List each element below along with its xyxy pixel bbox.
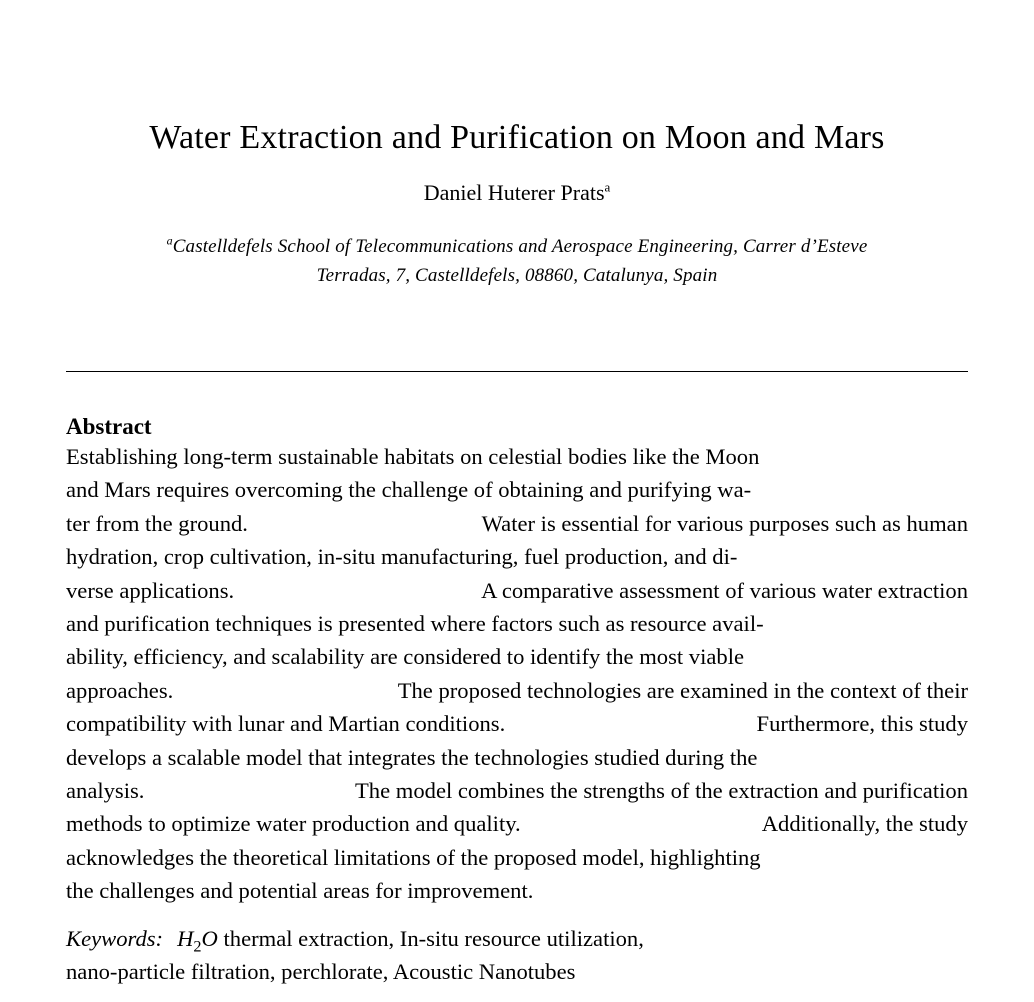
abstract-line: hydration, crop cultivation, in-situ manufacturing, fuel production, and di- xyxy=(66,544,738,570)
abstract-line: ability, efficiency, and scalability are considered to identify the most viable xyxy=(66,644,744,670)
keywords-line-2: nano-particle filtration, perchlorate, Acoustic Nanotubes xyxy=(66,959,576,985)
affiliation-line-1: Castelldefels School of Telecommunications and Aerospace Engineering, Carrer d’Esteve xyxy=(172,236,868,257)
abstract-line-segment: verse applications. xyxy=(66,577,235,603)
page-title: Water Extraction and Purification on Moon and Mars xyxy=(149,118,885,156)
abstract-line-segment: Furthermore, this study xyxy=(756,711,968,737)
abstract-line-segment: approaches. xyxy=(66,677,174,703)
abstract-line-segment: Additionally, the study xyxy=(761,811,968,837)
abstract-line xyxy=(66,707,968,740)
affiliation-marker: a xyxy=(166,233,173,248)
abstract-line: and purification techniques is presented where factors such as resource avail- xyxy=(66,611,764,637)
abstract-heading: Abstract xyxy=(66,414,152,440)
abstract-line: Establishing long-term sustainable habitats on celestial bodies like the Moon xyxy=(66,444,760,469)
abstract-line: the challenges and potential areas for improvement. xyxy=(66,878,534,904)
formula-prefix: H xyxy=(177,926,194,951)
author-name: Daniel Huterer Prats xyxy=(423,180,605,205)
abstract-line: and Mars requires overcoming the challenge of obtaining and purifying wa- xyxy=(66,477,752,503)
keywords-block xyxy=(66,922,968,989)
abstract-line-segment: analysis. xyxy=(66,778,145,804)
abstract-line: acknowledges the theoretical limitations of the proposed model, highlighting xyxy=(66,844,761,870)
abstract-line xyxy=(66,807,968,840)
abstract-line: develops a scalable model that integrates the technologies studied during the xyxy=(66,744,758,770)
keywords-line-1-rest: thermal extraction, In-situ resource utilization, xyxy=(223,926,644,951)
abstract-line-segment: The proposed technologies are examined in the context of their xyxy=(397,677,968,703)
abstract-body xyxy=(66,440,968,908)
affiliation-line-2: Terradas, 7, Castelldefels, 08860, Catalunya, Spain xyxy=(316,265,718,286)
abstract-line-segment: Water is essential for various purposes such as human xyxy=(481,510,968,536)
formula-suffix: O xyxy=(201,926,218,951)
abstract-line-segment: A comparative assessment of various water extraction xyxy=(481,577,968,603)
abstract-line-segment: methods to optimize water production and quality. xyxy=(66,811,521,837)
formula-subscript: 2 xyxy=(193,937,202,956)
abstract-line-segment: The model combines the strengths of the extraction and purification xyxy=(355,778,968,804)
author-affiliation-marker: a xyxy=(604,179,611,195)
abstract-line-segment: compatibility with lunar and Martian conditions. xyxy=(66,711,506,737)
abstract-line xyxy=(66,774,968,807)
keywords-formula xyxy=(177,926,218,956)
abstract-divider-rule xyxy=(66,371,968,372)
keywords-line-1 xyxy=(66,922,968,955)
abstract-line-segment: ter from the ground. xyxy=(66,510,248,536)
abstract-line xyxy=(66,574,968,607)
author-line xyxy=(66,178,968,208)
abstract-line xyxy=(66,674,968,707)
abstract-line xyxy=(66,507,968,540)
affiliation-block xyxy=(66,232,968,290)
keywords-label: Keywords: xyxy=(66,926,164,951)
